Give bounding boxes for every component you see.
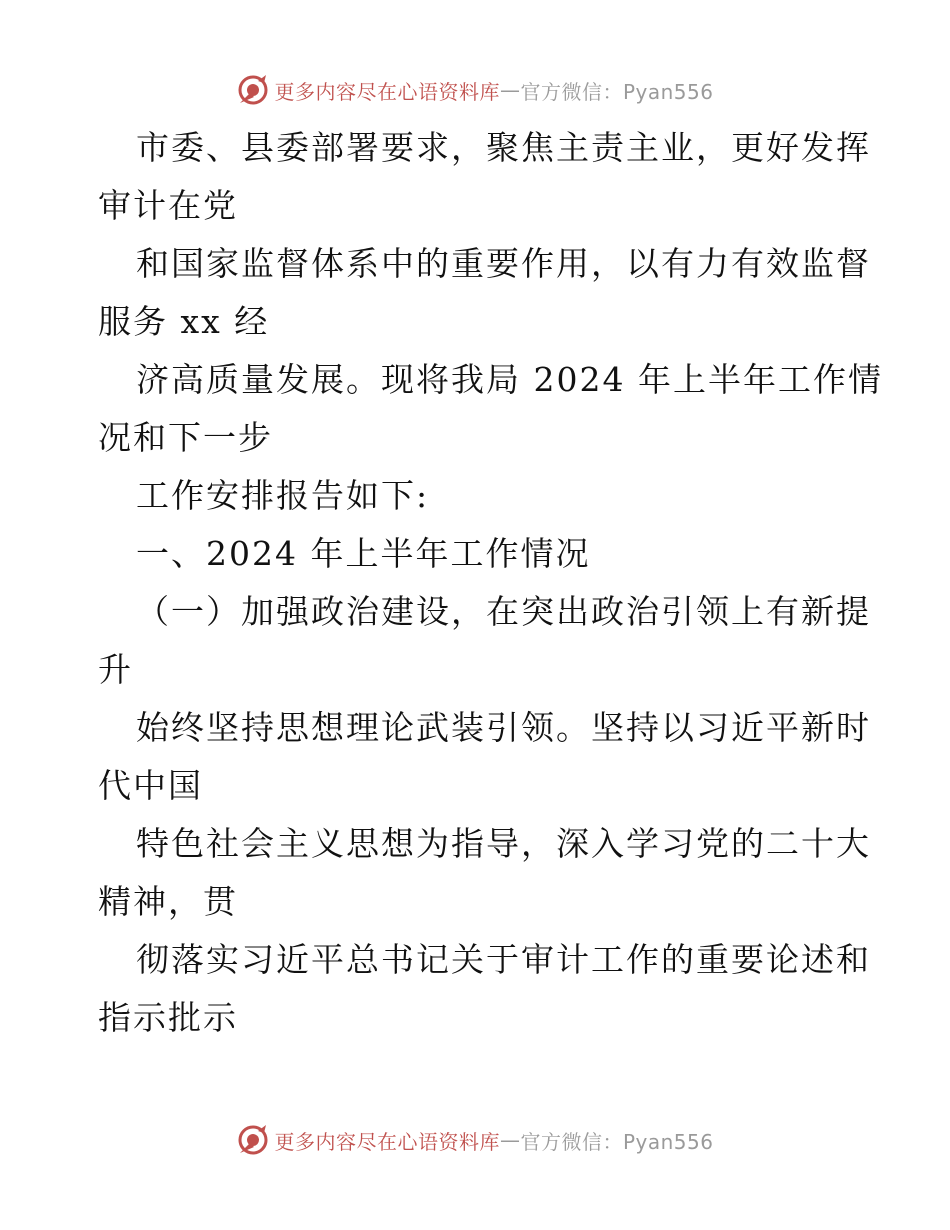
paragraph-line: 特色社会主义思想为指导，深入学习党的二十大 xyxy=(136,824,871,863)
paragraph-line: 和国家监督体系中的重要作用，以有力有效监督 xyxy=(136,244,871,283)
section-heading: 一、2024 年上半年工作情况 xyxy=(136,534,591,573)
subsection-heading: （一）加强政治建设，在突出政治引领上有新提 xyxy=(136,592,871,631)
paragraph-line: 精神，贯 xyxy=(98,882,238,921)
paragraph-line: 升 xyxy=(98,650,133,689)
banner-wechat-text: 官方微信：Pyan556 xyxy=(520,79,714,104)
pen-logo-icon xyxy=(236,1123,270,1157)
paragraph-line: 始终坚持思想理论武装引领。坚持以习近平新时 xyxy=(136,708,871,747)
banner-wechat-text: 官方微信：Pyan556 xyxy=(520,1129,714,1154)
banner-separator: — xyxy=(499,78,521,102)
paragraph-line: 彻落实习近平总书记关于审计工作的重要论述和 xyxy=(136,940,871,979)
banner-separator: — xyxy=(499,1128,521,1152)
banner-main-text: 更多内容尽在心语资料库 xyxy=(274,79,500,104)
banner-main-text: 更多内容尽在心语资料库 xyxy=(274,1129,500,1154)
paragraph-line: 服务 xx 经 xyxy=(98,302,270,341)
paragraph-line: 工作安排报告如下: xyxy=(136,476,430,515)
paragraph-line: 指示批示 xyxy=(98,998,238,1037)
footer-watermark-banner xyxy=(0,1120,950,1160)
paragraph-line: 济高质量发展。现将我局 2024 年上半年工作情 xyxy=(136,360,883,399)
paragraph-line: 市委、县委部署要求，聚焦主责主业，更好发挥 xyxy=(136,128,871,167)
paragraph-line: 审计在党 xyxy=(98,186,238,225)
paragraph-line: 代中国 xyxy=(98,766,203,805)
paragraph-line: 况和下一步 xyxy=(98,418,273,457)
